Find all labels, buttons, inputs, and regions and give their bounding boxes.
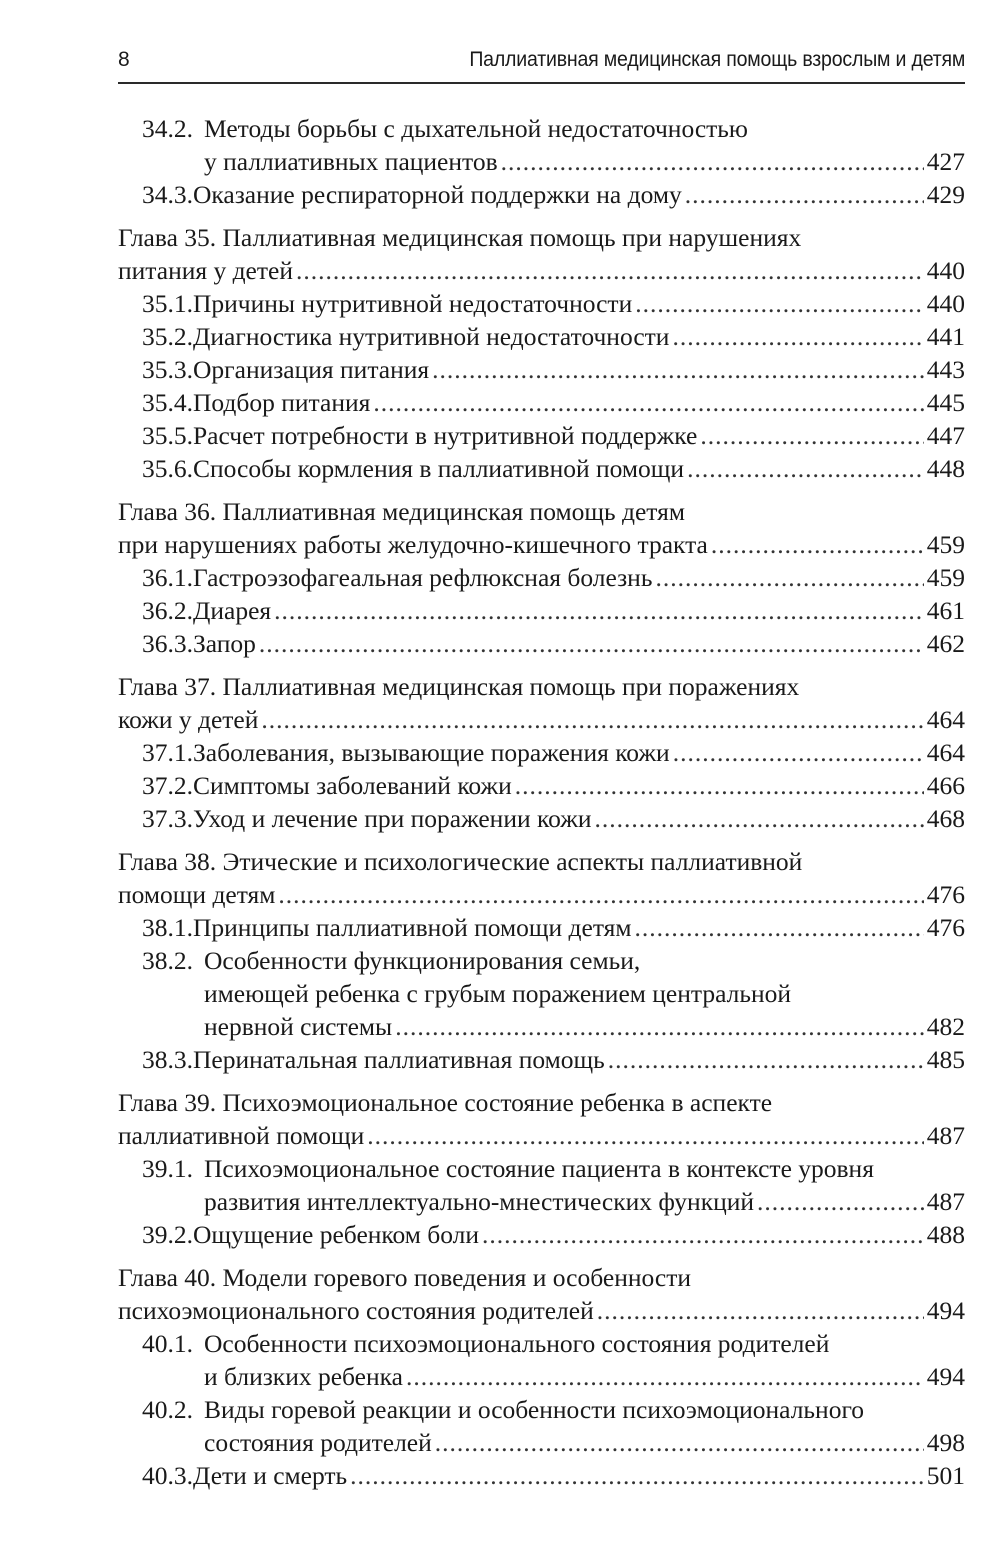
toc-entry: 37.2. Симптомы заболеваний кожи ..... 466 — [118, 769, 965, 802]
toc-chapter-39 — [118, 1086, 965, 1251]
dot-leader — [406, 1360, 924, 1393]
dot-leader — [594, 802, 923, 835]
toc-page-number: 494 — [926, 1362, 965, 1391]
running-title: Паллиативная медицинская помощь взрослым и детям — [469, 48, 965, 71]
chapter-title-line: психоэмоционального состояния родителей ..... 494 — [118, 1294, 965, 1327]
toc-chapter-40 — [118, 1261, 965, 1492]
toc-page-number: 464 — [926, 705, 965, 734]
chapter-title-line: кожи у детей ..... 464 — [118, 703, 965, 736]
dot-leader — [259, 627, 924, 660]
toc-page-number: 459 — [926, 563, 965, 592]
dot-leader — [757, 1185, 924, 1218]
toc-page-number: 440 — [926, 256, 965, 285]
dot-leader — [711, 528, 924, 561]
toc-entry: 40.1. Особенности психоэмоционального состояния родителей — [142, 1329, 830, 1358]
dot-leader — [673, 736, 924, 769]
dot-leader — [367, 1119, 923, 1152]
toc-entry-line: имеющей ребенка с грубым поражением центральной — [204, 979, 792, 1008]
dot-leader — [597, 1294, 924, 1327]
toc-entry: 36.2. Диарея ..... 461 — [118, 594, 965, 627]
toc-entry: 35.2. Диагностика нутритивной недостаточности ..... 441 — [118, 320, 965, 353]
toc-entry: 35.6. Способы кормления в паллиативной помощи ..... 448 — [118, 452, 965, 485]
toc-entry: 35.3. Организация питания ..... 443 — [118, 353, 965, 386]
toc-entry: 37.3. Уход и лечение при поражении кожи ..... 468 — [118, 802, 965, 835]
chapter-title: Глава 39. Психоэмоциональное состояние ребенка в аспекте — [118, 1088, 773, 1117]
toc-chapter-38 — [118, 845, 965, 1076]
toc-page-number: 468 — [926, 804, 965, 833]
toc-entry: 38.1. Принципы паллиативной помощи детям ..... 476 — [118, 911, 965, 944]
toc-entry: 39.2. Ощущение ребенком боли ..... 488 — [118, 1218, 965, 1251]
toc-chapter-34-continued — [118, 112, 965, 211]
toc-page-number: 487 — [926, 1187, 965, 1216]
dot-leader — [482, 1218, 924, 1251]
chapter-title: Глава 35. Паллиативная медицинская помощь при нарушениях — [118, 223, 802, 252]
dot-leader — [501, 145, 924, 178]
toc-page-number: 476 — [926, 880, 965, 909]
toc-page-number: 427 — [926, 147, 965, 176]
running-header — [118, 38, 965, 84]
toc-entry-line: и близких ребенка ..... 494 — [118, 1360, 965, 1393]
toc-page-number: 498 — [926, 1428, 965, 1457]
toc-page-number: 445 — [926, 388, 965, 417]
chapter-title: Глава 36. Паллиативная медицинская помощь детям — [118, 497, 685, 526]
toc-entry: 40.3. Дети и смерть ..... 501 — [118, 1459, 965, 1492]
chapter-title-line: при нарушениях работы желудочно-кишечного тракта ..... 459 — [118, 528, 965, 561]
toc-entry: 34.3. Оказание респираторной поддержки на дому ..... 429 — [118, 178, 965, 211]
toc-entry: 38.3. Перинатальная паллиативная помощь ..... 485 — [118, 1043, 965, 1076]
toc-page-number: 485 — [926, 1045, 965, 1074]
dot-leader — [296, 254, 924, 287]
dot-leader — [274, 594, 924, 627]
dot-leader — [687, 452, 924, 485]
toc-entry-line: состояния родителей ..... 498 — [118, 1426, 965, 1459]
toc-entry-line: нервной системы ..... 482 — [118, 1010, 965, 1043]
toc-page-number: 466 — [926, 771, 965, 800]
dot-leader — [700, 419, 923, 452]
toc-entry: 38.2. Особенности функционирования семьи, — [142, 946, 641, 975]
toc-page-number: 487 — [926, 1121, 965, 1150]
chapter-title-line: помощи детям ..... 476 — [118, 878, 965, 911]
chapter-title: Глава 37. Паллиативная медицинская помощь при поражениях — [118, 672, 800, 701]
toc-chapter-35 — [118, 221, 965, 485]
dot-leader — [672, 320, 923, 353]
toc-entry-line: развития интеллектуально-мнестических функций ..... 487 — [118, 1185, 965, 1218]
dot-leader — [685, 178, 924, 211]
toc-entry: 36.1. Гастроэзофагеальная рефлюксная болезнь ..... 459 — [118, 561, 965, 594]
toc-page-number: 448 — [926, 454, 965, 483]
dot-leader — [635, 287, 924, 320]
dot-leader — [373, 386, 923, 419]
toc-page-number: 461 — [926, 596, 965, 625]
toc-entry: 37.1. Заболевания, вызывающие поражения кожи ..... 464 — [118, 736, 965, 769]
toc-entry: 39.1. Психоэмоциональное состояние пациента в контексте уровня — [142, 1154, 874, 1183]
toc-entry: 34.2. Методы борьбы с дыхательной недостаточностью — [142, 114, 748, 143]
toc-page-number: 464 — [926, 738, 965, 767]
toc-chapter-36 — [118, 495, 965, 660]
dot-leader — [515, 769, 924, 802]
toc-entry: 35.1. Причины нутритивной недостаточности ..... 440 — [118, 287, 965, 320]
toc-entry: 36.3. Запор ..... 462 — [118, 627, 965, 660]
toc-page-number: 462 — [926, 629, 965, 658]
chapter-title-line: паллиативной помощи ..... 487 — [118, 1119, 965, 1152]
toc-page-number: 440 — [926, 289, 965, 318]
toc-entry-line: у паллиативных пациентов ..... 427 — [118, 145, 965, 178]
dot-leader — [635, 911, 924, 944]
toc-page-number: 482 — [926, 1012, 965, 1041]
toc-page-number: 488 — [926, 1220, 965, 1249]
page-number: 8 — [118, 48, 130, 71]
dot-leader — [608, 1043, 924, 1076]
toc-page-number: 501 — [926, 1461, 965, 1490]
chapter-title: Глава 40. Модели горевого поведения и особенности — [118, 1263, 691, 1292]
toc-page-number: 429 — [926, 180, 965, 209]
toc-entry: 35.4. Подбор питания ..... 445 — [118, 386, 965, 419]
toc-entry: 35.5. Расчет потребности в нутритивной поддержке ..... 447 — [118, 419, 965, 452]
dot-leader — [395, 1010, 924, 1043]
dot-leader — [278, 878, 923, 911]
toc-chapter-37 — [118, 670, 965, 835]
dot-leader — [432, 353, 924, 386]
toc-page-number: 447 — [926, 421, 965, 450]
toc-page-number: 459 — [926, 530, 965, 559]
chapter-title-line: питания у детей ..... 440 — [118, 254, 965, 287]
toc-page-number: 443 — [926, 355, 965, 384]
dot-leader — [435, 1426, 924, 1459]
chapter-title: Глава 38. Этические и психологические аспекты паллиативной — [118, 847, 803, 876]
dot-leader — [350, 1459, 924, 1492]
toc-page-number: 494 — [926, 1296, 965, 1325]
dot-leader — [655, 561, 923, 594]
table-of-contents — [118, 112, 965, 1492]
toc-page-number: 441 — [926, 322, 965, 351]
toc-page-number: 476 — [926, 913, 965, 942]
toc-entry: 40.2. Виды горевой реакции и особенности психоэмоционального — [142, 1395, 865, 1424]
dot-leader — [261, 703, 923, 736]
